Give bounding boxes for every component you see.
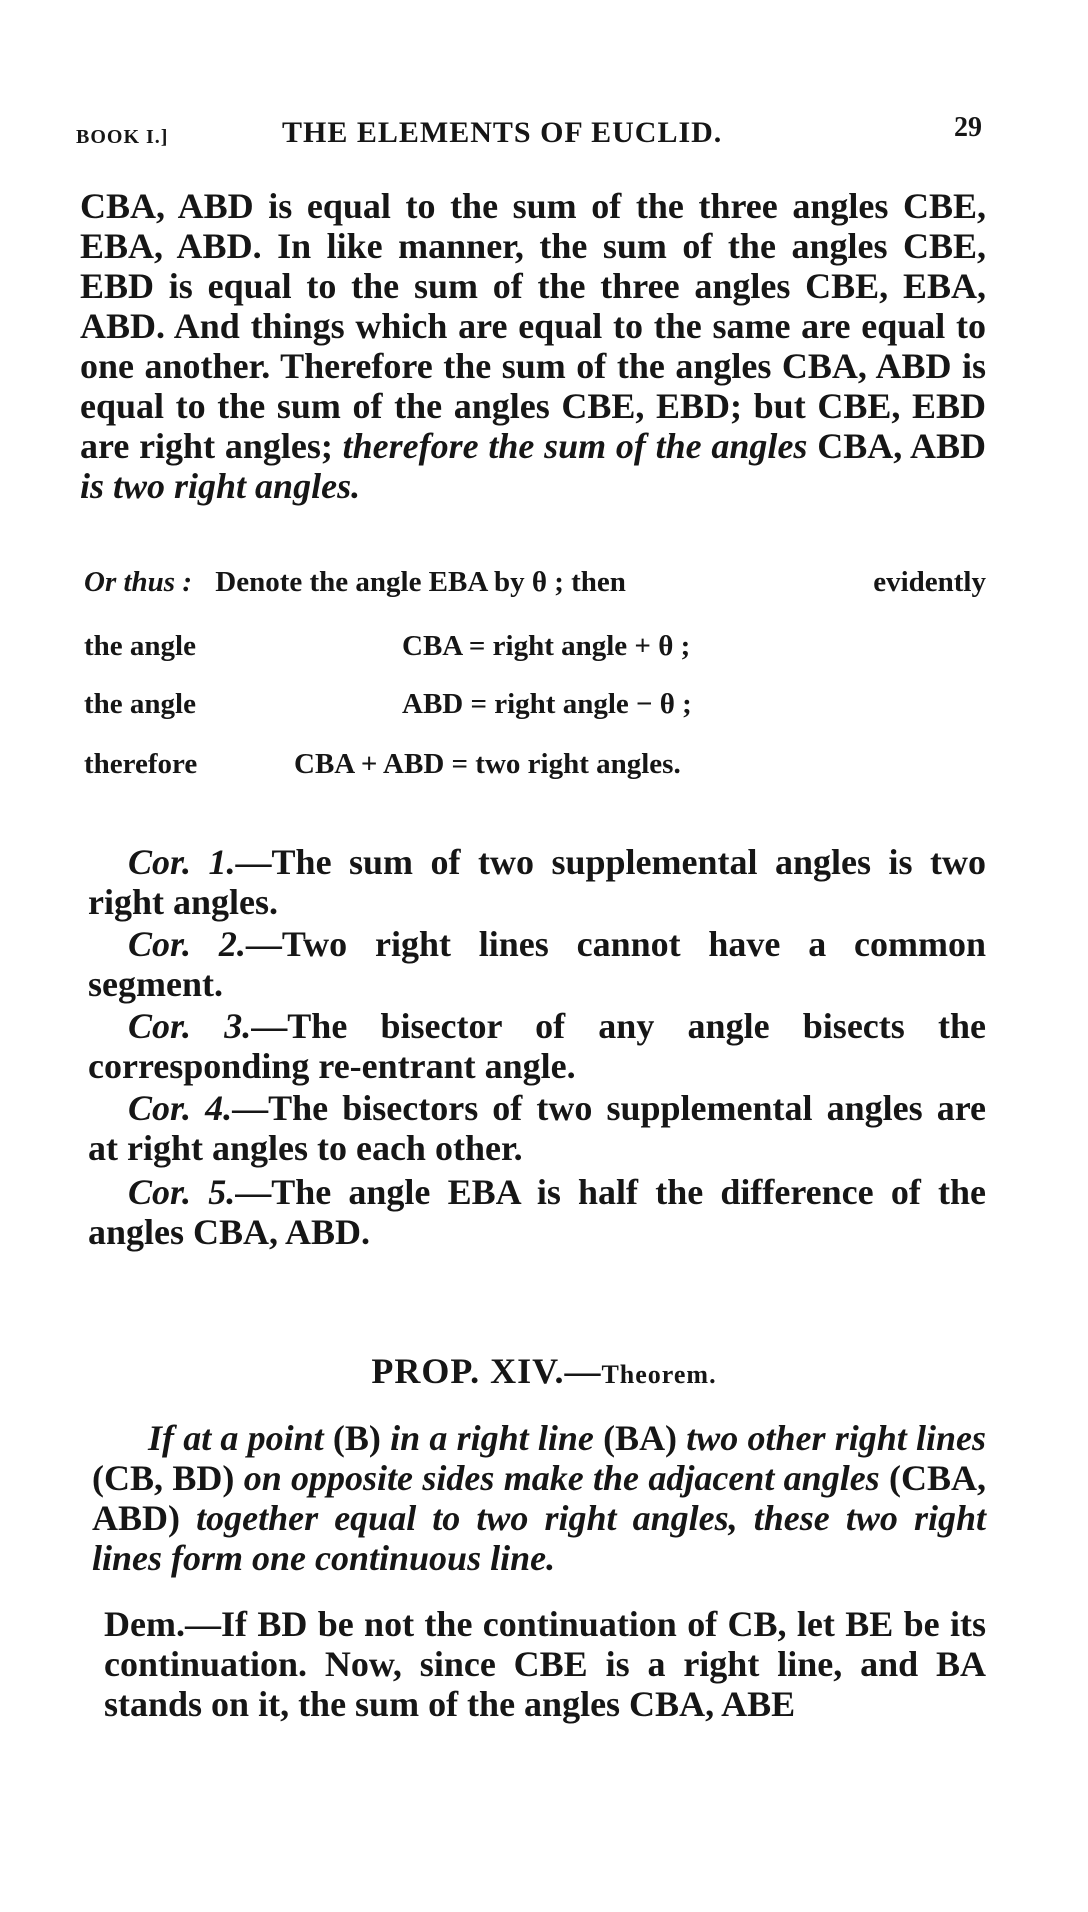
proposition-enunciation [92, 1418, 986, 1578]
equation-line [84, 688, 986, 728]
corollary-lead: Cor. 3. [128, 1006, 252, 1046]
enunciation-label: (B) [332, 1418, 381, 1458]
conclusion-italic-2: is two right angles. [80, 466, 361, 506]
equation-line [84, 630, 986, 670]
enunciation-label: (CB, BD) [92, 1458, 235, 1498]
book-title: THE ELEMENTS OF EUCLID. [282, 116, 723, 149]
enunciation-label: (CBA, ABD) [92, 1458, 987, 1538]
corollary-1 [88, 842, 986, 922]
enunciation-label: (BA) [603, 1418, 678, 1458]
enunciation-italic: If at a point [148, 1418, 324, 1458]
corollary-5 [88, 1172, 986, 1252]
corollary-text: —The sum of two supplemental angles is two right angles. [88, 842, 986, 922]
page-number: 29 [954, 112, 982, 143]
enunciation-italic: together equal to two right angles, these two right lines form one continuous line. [92, 1498, 986, 1578]
equation-expression: ABD = right angle − θ ; [402, 688, 692, 720]
equation-label: therefore [84, 748, 198, 780]
or-thus-line [84, 566, 986, 599]
proposition-title: PROP. XIV.— [371, 1351, 602, 1391]
conclusion-plain: CBA, ABD [817, 426, 986, 466]
proposition-type: Theorem. [601, 1360, 717, 1389]
corollary-2 [88, 924, 986, 1004]
corollary-4 [88, 1088, 986, 1168]
corollary-text: —The angle EBA is half the difference of the angles CBA, ABD. [88, 1172, 986, 1252]
equation-label: the angle [84, 688, 196, 720]
or-thus-text: Denote the angle EBA by θ ; then [215, 566, 626, 598]
corollary-text: —The bisectors of two supplemental angles are at right angles to each other. [88, 1088, 986, 1168]
corollary-lead: Cor. 4. [128, 1088, 233, 1128]
equation-line [84, 748, 986, 788]
demonstration-paragraph [104, 1604, 986, 1724]
equation-label: the angle [84, 630, 196, 662]
proposition-heading [0, 1350, 1088, 1392]
book-label: BOOK I.] [76, 126, 169, 148]
demonstration-text: Dem.—If BD be not the continuation of CB, let BE be its continuation. Now, since CBE is a right line, and BA stands on it, the sum of the angles CBA, ABE [104, 1604, 986, 1724]
corollary-text: —Two right lines cannot have a common segment. [88, 924, 986, 1004]
enunciation-italic: on opposite sides make the adjacent angles [243, 1458, 880, 1498]
corollary-lead: Cor. 1. [128, 842, 236, 882]
or-thus-lead: Or thus : [84, 566, 192, 598]
running-head [72, 112, 986, 152]
equation-expression: CBA + ABD = two right angles. [294, 748, 681, 780]
corollary-3 [88, 1006, 986, 1086]
corollary-text: —The bisector of any angle bisects the corresponding re-entrant angle. [88, 1006, 986, 1086]
corollary-lead: Cor. 5. [128, 1172, 236, 1212]
enunciation-italic: in a right line [390, 1418, 594, 1458]
or-thus-right: evidently [873, 566, 986, 598]
paragraph-text: CBA, ABD is equal to the sum of the three angles CBE, EBA, ABD. In like manner, the sum of the angles CBE, EBD is equal to the sum of the three angles CBE, EBA, ABD. And things which are equal to the same are equal to one another. Therefore the sum of the angles CBA, ABD is equal to the sum of the angles CBE, EBD; but CBE, EBD are right angles; [80, 186, 986, 466]
corollary-lead: Cor. 2. [128, 924, 246, 964]
conclusion-italic-1: therefore the sum of the angles [342, 426, 808, 466]
equation-expression: CBA = right angle + θ ; [402, 630, 691, 662]
paragraph-proof-continuation [80, 186, 986, 506]
enunciation-italic: two other right lines [686, 1418, 987, 1458]
